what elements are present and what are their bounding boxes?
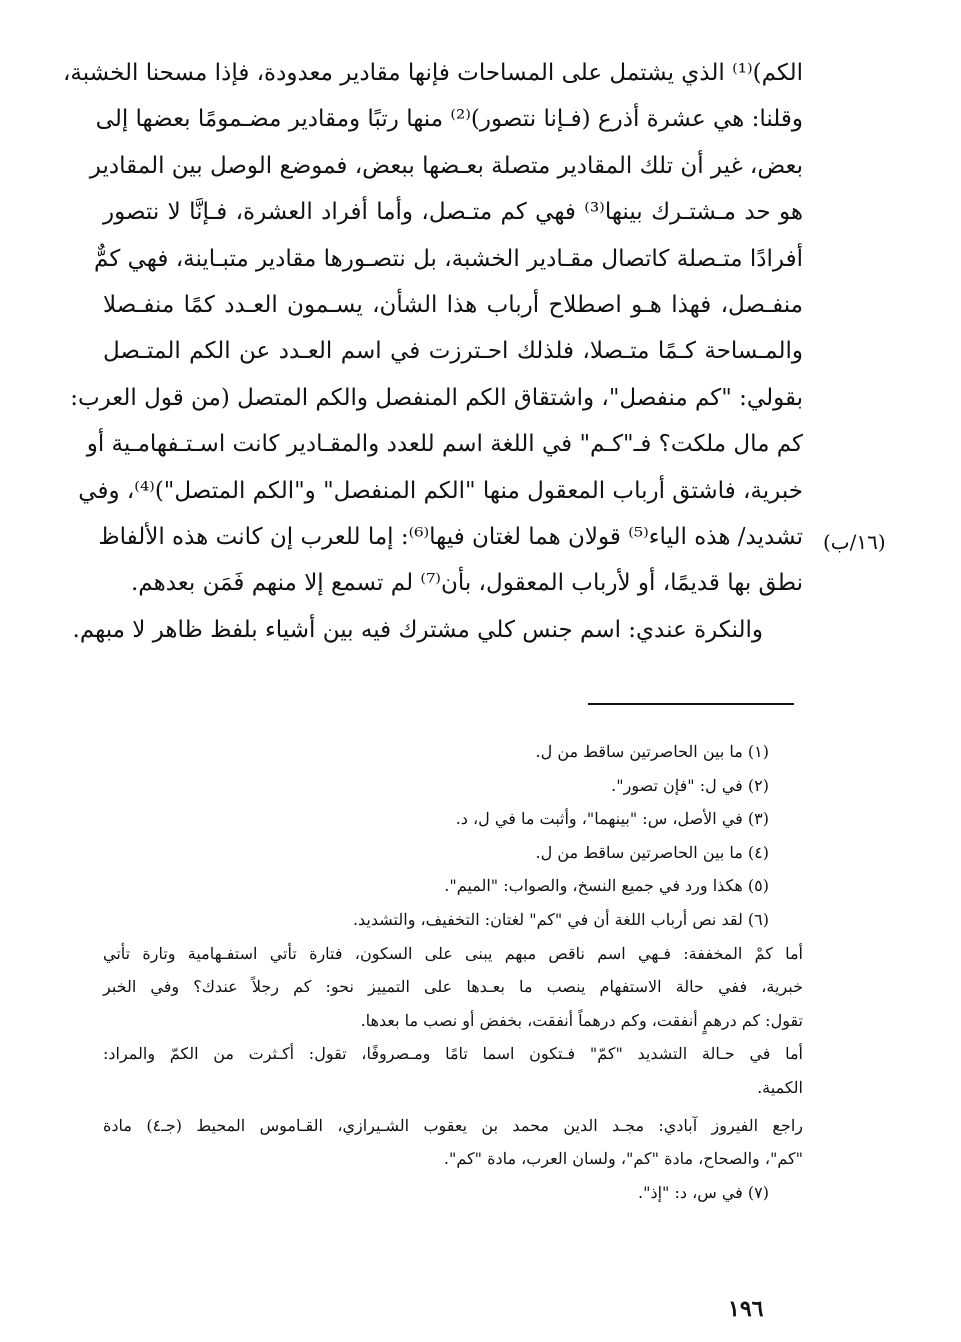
body-line-13: والنكرة عندي: اسم جنس كلي مشترك فيه بين أشياء بلفظ ظاهر لا مبهم. [72,616,763,643]
footnote-5: (٥) هكذا ورد في جميع النسخ، والصواب: "الميم". [444,876,769,896]
footnote-6-continuation-3: تقول: كم درهمٍ أنفقت، وكم درهماً أنفقت، بخفض أو نصب ما بعدها. [360,1010,803,1030]
body-line-7: والمـساحة كـمًا متـصلا، فلذلك احـترزت في اسم العـدد عن الكم المتـصل [103,338,803,365]
footnote-1: (١) ما بين الحاصرتين ساقط من ل. [535,742,769,761]
body-line-4: هو حد مـشتـرك بينها⁽³⁾ فهي كم متـصل، وأما أفراد العشرة، فـإنَّا لا نتصور [103,199,803,226]
footnote-4: (٤) ما بين الحاصرتين ساقط من ل. [535,842,769,862]
body-line-12: نطق بها قديمًا، أو لأرباب المعقول، بأن⁽⁷⁾ لم تسمع إلا منهم فَمَن بعدهم. [130,570,803,597]
footnote-6: (٦) لقد نص أرباب اللغة أن في "كم" لغتان: التخفيف، والتشديد. [352,909,769,929]
footnotes-block [103,735,803,1209]
body-line-11: تشديد/ هذه الياء⁽⁵⁾ قولان هما لغتان فيها⁽⁶⁾: إما للعرب إن كانت هذه الألفاظ [98,523,803,550]
body-line-1: الكم)⁽¹⁾ الذي يشتمل على المساحات فإنها مقادير معدودة، فإذا مسحنا الخشبة، [62,60,803,86]
body-line-8: بقولي: "كم منفصل"، واشتقاق الكم المنفصل والكم المتصل (من قول العرب: [70,384,803,411]
folio-margin-note: (١٦/ب) [823,530,886,554]
page-number: ١٩٦ [728,1296,764,1322]
footnote-6-continuation-1: أما كمْ المخففة: فـهي اسم ناقص مبهم يبنى على السكون، فتارة تأتي استفـهامية وتارة تأتي [103,943,803,963]
footnote-6-continuation-2: خبرية، ففي حالة الاستفهام ينصب ما بعـدها على التمييز نحو: كم رجلاً عندك؟ وفي الخبر [103,977,803,997]
footnote-divider [588,703,794,705]
footnote-6-reference-1: راجع الفيروز آبادي: مجـد الدين محمد بن يعقوب الشـيرازي، القـاموس المحيط (جـ٤) مادة [103,1115,804,1135]
body-line-6: منفـصل، فهذا هـو اصطلاح أرباب هذا الشأن، يسـمون العـدد كمًا منفـصلا [103,291,803,318]
body-line-3: بعض، غير أن تلك المقادير متصلة بعـضها ببعض، فموضع الوصل بين المقادير [89,152,803,179]
footnote-6-reference-2: "كم"، والصحاح، مادة "كم"، ولسان العرب، مادة "كم". [443,1149,803,1169]
body-line-10: خبرية، فاشتق أرباب المعقول منها "الكم المنفصل" و"الكم المتصل")⁽⁴⁾، وفي [78,477,803,504]
body-line-2: وقلنا: هي عشرة أذرع (فـإنا نتصور)⁽²⁾ منها رتبًا ومقادير مضـمومًا بعضها إلى [95,106,803,133]
footnote-6-continuation-5: الكمية. [757,1077,803,1097]
footnote-2: (٢) في ل: "فإن تصور". [611,775,769,795]
footnote-6-continuation-4: أما في حـالة التشديد "كمّ" فـتكون اسما تامًا ومـصروفًا، تقول: أكـثرت من الكمّ والمراد: [103,1044,804,1064]
main-text-block [62,50,803,653]
body-line-5: أفرادًا متـصلة كاتصال مقـادير الخشبة، بل نتصـورها مقادير متبـاينة، فهي كمٌّ [94,245,803,272]
footnote-3: (٣) في الأصل، س: "بينهما"، وأثبت ما في ل، د. [455,809,769,829]
body-line-9: كم مال ملكت؟ فـ"كـم" في اللغة اسم للعدد والمقـادير كانت اسـتـفهامـية أو [86,431,803,458]
footnote-7: (٧) في س، د: "إذ". [638,1182,769,1202]
